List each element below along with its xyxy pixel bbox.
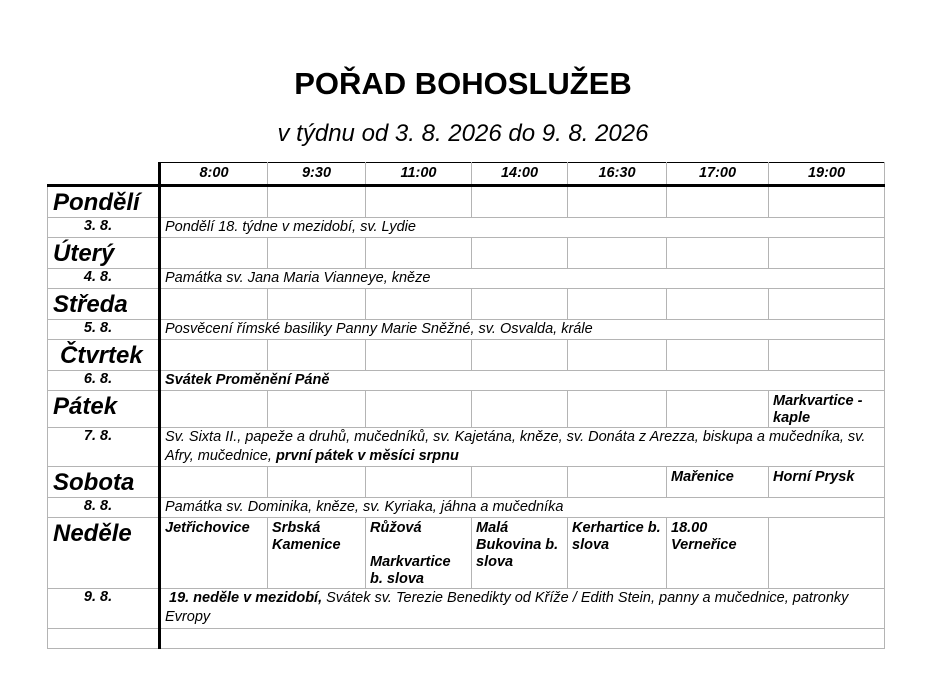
service-slot xyxy=(568,289,667,320)
time-header-row xyxy=(48,163,885,186)
service-slot xyxy=(160,289,268,320)
day-slot-row xyxy=(48,518,885,589)
service-slot xyxy=(769,289,885,320)
day-date: 4. 8. xyxy=(48,269,160,289)
service-slot: Kerhartice b. slova xyxy=(568,518,667,589)
feast-description xyxy=(160,218,885,238)
service-slot xyxy=(667,289,769,320)
service-slot xyxy=(472,340,568,371)
day-name: Pátek xyxy=(48,391,160,428)
service-slot: Jetřichovice xyxy=(160,518,268,589)
day-name: Středa xyxy=(48,289,160,320)
service-slot xyxy=(769,518,885,589)
service-slot xyxy=(769,340,885,371)
day-slot-row xyxy=(48,289,885,320)
service-slot xyxy=(667,340,769,371)
day-name: Čtvrtek xyxy=(48,340,160,371)
day-slot-row xyxy=(48,340,885,371)
service-slot: Růžová Markvartice b. slova xyxy=(366,518,472,589)
feast-description xyxy=(160,269,885,289)
time-header: 9:30 xyxy=(268,163,366,186)
service-slot xyxy=(568,340,667,371)
day-date: 8. 8. xyxy=(48,498,160,518)
feast-text-emphasis: první pátek v měsíci srpnu xyxy=(275,448,459,464)
service-slot: Markvartice - kaple xyxy=(769,391,885,428)
service-slot xyxy=(366,238,472,269)
feast-description xyxy=(160,589,885,629)
empty-cell xyxy=(160,629,885,649)
empty-cell xyxy=(48,629,160,649)
service-slot xyxy=(160,186,268,218)
day-feast-row xyxy=(48,498,885,518)
time-header: 14:00 xyxy=(472,163,568,186)
service-slot: Mařenice xyxy=(667,467,769,498)
day-slot-row xyxy=(48,467,885,498)
feast-description xyxy=(160,428,885,467)
service-slot xyxy=(160,340,268,371)
day-name: Sobota xyxy=(48,467,160,498)
service-slot xyxy=(472,391,568,428)
day-name: Úterý xyxy=(48,238,160,269)
service-slot xyxy=(568,391,667,428)
day-slot-row xyxy=(48,238,885,269)
service-slot xyxy=(268,289,366,320)
day-date: 9. 8. xyxy=(48,589,160,629)
service-slot: 18.00 Verneřice xyxy=(667,518,769,589)
service-slot xyxy=(667,238,769,269)
service-slot: Horní Prysk xyxy=(769,467,885,498)
day-feast-row xyxy=(48,589,885,629)
time-header: 16:30 xyxy=(568,163,667,186)
feast-text: 19. neděle v mezidobí, xyxy=(169,590,323,606)
time-header: 17:00 xyxy=(667,163,769,186)
service-slot xyxy=(366,289,472,320)
service-slot: Malá Bukovina b. slova xyxy=(472,518,568,589)
service-slot xyxy=(160,238,268,269)
day-feast-row xyxy=(48,218,885,238)
service-slot xyxy=(268,186,366,218)
service-slot xyxy=(268,340,366,371)
service-slot xyxy=(268,238,366,269)
service-slot xyxy=(366,186,472,218)
feast-text: Pondělí 18. týdne v mezidobí, sv. Lydie xyxy=(165,219,416,235)
feast-text: Památka sv. Dominika, kněze, sv. Kyriaka, jáhna a mučedníka xyxy=(165,499,564,515)
service-slot xyxy=(472,186,568,218)
schedule-table xyxy=(47,162,885,649)
feast-text-emphasis: Svátek sv. Terezie Benedikty od Kříže / Edith Stein, panny a mučednice, patronky Evropy xyxy=(165,590,849,625)
service-slot xyxy=(667,186,769,218)
feast-text: Památka sv. Jana Maria Vianneye, kněze xyxy=(165,270,431,286)
day-date: 5. 8. xyxy=(48,320,160,340)
service-slot xyxy=(667,391,769,428)
day-feast-row xyxy=(48,428,885,467)
day-feast-row xyxy=(48,371,885,391)
day-name: Pondělí xyxy=(48,186,160,218)
service-slot xyxy=(160,467,268,498)
service-slot xyxy=(568,467,667,498)
service-slot xyxy=(472,467,568,498)
trailing-empty-row xyxy=(48,629,885,649)
document-title: POŘAD BOHOSLUŽEB xyxy=(294,66,632,101)
day-feast-row xyxy=(48,269,885,289)
corner-cell xyxy=(48,163,160,186)
feast-description xyxy=(160,320,885,340)
service-slot xyxy=(268,467,366,498)
service-slot xyxy=(366,467,472,498)
day-name: Neděle xyxy=(48,518,160,589)
service-slot xyxy=(472,238,568,269)
document-subtitle: v týdnu od 3. 8. 2026 do 9. 8. 2026 xyxy=(277,120,649,147)
service-slot xyxy=(160,391,268,428)
feast-text-emphasis: Svátek Proměnění Páně xyxy=(165,372,330,388)
feast-description xyxy=(160,371,885,391)
day-slot-row xyxy=(48,186,885,218)
day-date: 7. 8. xyxy=(48,428,160,467)
service-slot xyxy=(472,289,568,320)
day-date: 6. 8. xyxy=(48,371,160,391)
time-header: 8:00 xyxy=(160,163,268,186)
service-slot xyxy=(568,186,667,218)
day-feast-row xyxy=(48,320,885,340)
time-header: 11:00 xyxy=(366,163,472,186)
service-slot xyxy=(568,238,667,269)
service-slot xyxy=(769,186,885,218)
feast-description xyxy=(160,498,885,518)
service-slot xyxy=(366,340,472,371)
feast-text: Posvěcení římské basiliky Panny Marie Sněžné, sv. Osvalda, krále xyxy=(165,321,593,337)
day-date: 3. 8. xyxy=(48,218,160,238)
feast-text: Sv. Sixta II., papeže a druhů, mučedníků, sv. Kajetána, kněze, sv. Donáta z Arezza, biskupa a mučedníka, sv. Afry, mučednice, xyxy=(165,429,866,464)
service-slot: Srbská Kamenice xyxy=(268,518,366,589)
day-slot-row xyxy=(48,391,885,428)
time-header: 19:00 xyxy=(769,163,885,186)
service-slot xyxy=(366,391,472,428)
service-slot xyxy=(769,238,885,269)
service-slot xyxy=(268,391,366,428)
